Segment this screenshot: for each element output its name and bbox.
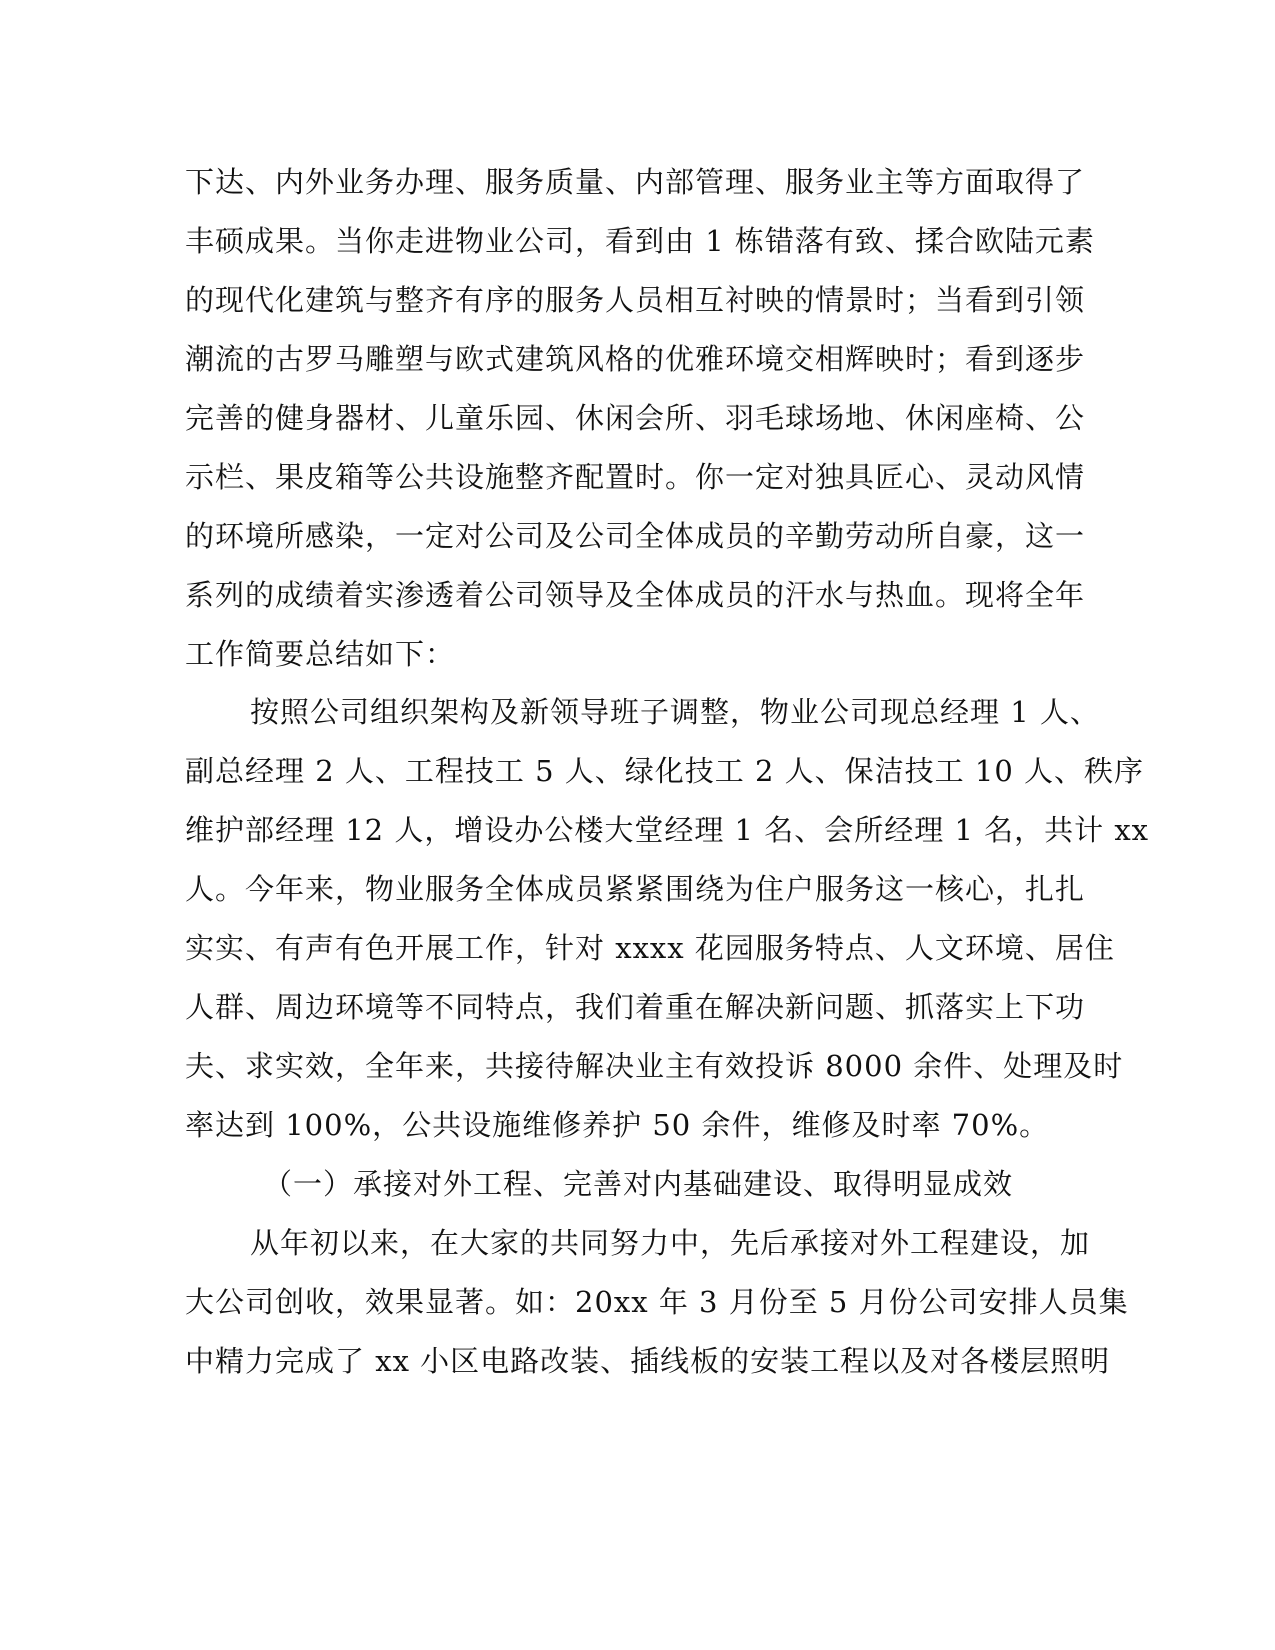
paragraph-line: 实实、有声有色开展工作，针对 xxxx 花园服务特点、人文环境、居住	[185, 931, 1115, 965]
paragraph-line: 维护部经理 12 人，增设办公楼大堂经理 1 名、会所经理 1 名，共计 xx	[185, 813, 1150, 847]
paragraph-line: 示栏、果皮箱等公共设施整齐配置时。你一定对独具匠心、灵动风情	[185, 460, 1086, 494]
paragraph-line: 中精力完成了 xx 小区电路改装、插线板的安装工程以及对各楼层照明	[185, 1344, 1111, 1378]
paragraph-line-indented: 从年初以来，在大家的共同努力中，先后承接对外工程建设，加	[250, 1226, 1091, 1260]
paragraph-line: 完善的健身器材、儿童乐园、休闲会所、羽毛球场地、休闲座椅、公	[185, 401, 1086, 435]
paragraph-line: 大公司创收，效果显著。如：20xx 年 3 月份至 5 月份公司安排人员集	[185, 1285, 1129, 1319]
paragraph-line-indented: 按照公司组织架构及新领导班子调整，物业公司现总经理 1 人、	[250, 695, 1100, 729]
paragraph-line: 人群、周边环境等不同特点，我们着重在解决新问题、抓落实上下功	[185, 990, 1086, 1024]
paragraph-line: 人。今年来，物业服务全体成员紧紧围绕为住户服务这一核心，扎扎	[185, 872, 1086, 906]
paragraph-line: 副总经理 2 人、工程技工 5 人、绿化技工 2 人、保洁技工 10 人、秩序	[185, 754, 1145, 788]
paragraph-line: 工作简要总结如下：	[185, 637, 456, 671]
paragraph-line: 系列的成绩着实渗透着公司领导及全体成员的汗水与热血。现将全年	[185, 578, 1086, 612]
paragraph-line: 潮流的古罗马雕塑与欧式建筑风格的优雅环境交相辉映时；看到逐步	[185, 342, 1086, 376]
paragraph-line: 丰硕成果。当你走进物业公司，看到由 1 栋错落有致、揉合欧陆元素	[185, 224, 1095, 258]
paragraph-line: 下达、内外业务办理、服务质量、内部管理、服务业主等方面取得了	[185, 165, 1086, 199]
paragraph-line: 夫、求实效，全年来，共接待解决业主有效投诉 8000 余件、处理及时	[185, 1049, 1124, 1083]
paragraph-line: 率达到 100%，公共设施维修养护 50 余件，维修及时率 70%。	[185, 1108, 1050, 1142]
paragraph-line: 的现代化建筑与整齐有序的服务人员相互衬映的情景时；当看到引领	[185, 283, 1086, 317]
paragraph-line: 的环境所感染，一定对公司及公司全体成员的辛勤劳动所自豪，这一	[185, 519, 1086, 553]
section-heading: （一）承接对外工程、完善对内基础建设、取得明显成效	[263, 1167, 1014, 1201]
